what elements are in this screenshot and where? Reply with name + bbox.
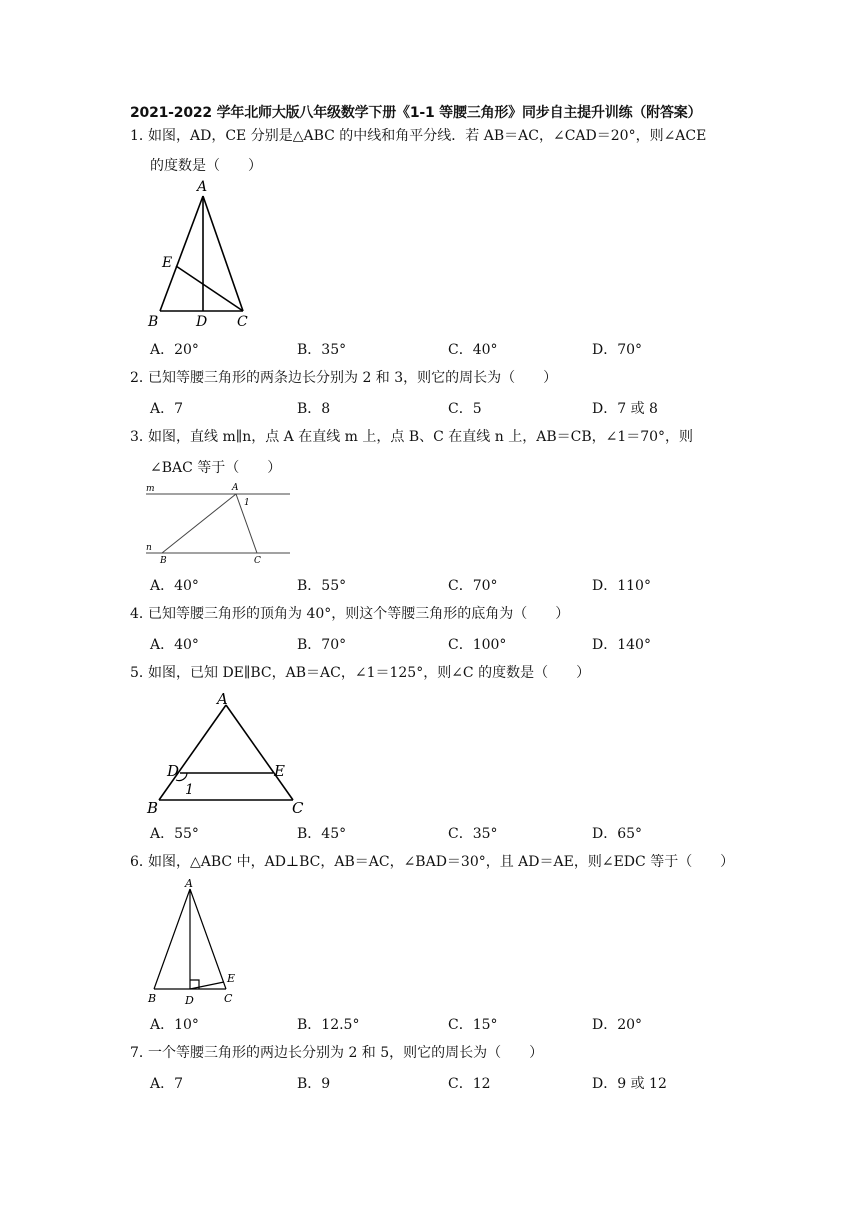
question-number: 2． bbox=[130, 370, 153, 386]
label-d: D bbox=[185, 994, 194, 1007]
question-1-figure bbox=[140, 176, 260, 331]
option-d[interactable]: D．65° bbox=[592, 826, 643, 842]
question-6 bbox=[130, 852, 734, 872]
option-d[interactable]: D．110° bbox=[592, 578, 651, 594]
question-1 bbox=[130, 126, 706, 146]
question-7 bbox=[130, 1043, 543, 1063]
option-b[interactable]: B．45° bbox=[297, 826, 347, 842]
question-text: 如图，直线 m∥n，点 A 在直线 m 上，点 B、C 在直线 n 上，AB＝CB，∠1＝70°，则 bbox=[148, 429, 694, 445]
question-text: 如图，AD，CE 分别是△ABC 的中线和角平分线．若 AB＝AC，∠CAD＝20°，则∠ACE bbox=[148, 128, 707, 144]
question-5-figure bbox=[140, 688, 320, 818]
option-a[interactable]: A．10° bbox=[150, 1017, 199, 1033]
option-a[interactable]: A．55° bbox=[150, 826, 199, 842]
label-e: E bbox=[162, 255, 173, 271]
question-5-options bbox=[150, 823, 750, 843]
option-b[interactable]: B．9 bbox=[297, 1076, 331, 1092]
option-c[interactable]: C．15° bbox=[448, 1017, 498, 1033]
label-b: B bbox=[147, 799, 159, 817]
label-1: 1 bbox=[185, 782, 194, 798]
option-c[interactable]: C．5 bbox=[448, 401, 482, 417]
question-number: 7． bbox=[130, 1045, 153, 1061]
question-7-options bbox=[150, 1073, 750, 1093]
option-a[interactable]: A．40° bbox=[150, 637, 199, 653]
option-b[interactable]: B．70° bbox=[297, 637, 347, 653]
label-e: E bbox=[227, 972, 236, 985]
label-b: B bbox=[148, 314, 159, 330]
option-a[interactable]: A．40° bbox=[150, 578, 199, 594]
option-d[interactable]: D．140° bbox=[592, 637, 651, 653]
option-a[interactable]: A．7 bbox=[150, 401, 184, 417]
label-c: C bbox=[254, 556, 261, 566]
option-c[interactable]: C．35° bbox=[448, 826, 498, 842]
option-b[interactable]: B．35° bbox=[297, 342, 347, 358]
question-3-options bbox=[150, 575, 750, 595]
option-c[interactable]: C．70° bbox=[448, 578, 498, 594]
label-a: A bbox=[185, 877, 193, 890]
question-3 bbox=[130, 427, 693, 447]
option-b[interactable]: B．55° bbox=[297, 578, 347, 594]
question-text: 已知等腰三角形的顶角为 40°，则这个等腰三角形的底角为（ ） bbox=[148, 606, 570, 622]
option-d[interactable]: D．20° bbox=[592, 1017, 643, 1033]
option-c[interactable]: C．12 bbox=[448, 1076, 491, 1092]
label-b: B bbox=[160, 556, 167, 566]
label-c: C bbox=[237, 314, 248, 330]
question-number: 4． bbox=[130, 606, 153, 622]
option-c[interactable]: C．40° bbox=[448, 342, 498, 358]
question-6-options bbox=[150, 1014, 750, 1034]
option-a[interactable]: A．20° bbox=[150, 342, 199, 358]
question-3-figure bbox=[140, 480, 300, 570]
question-5 bbox=[130, 663, 590, 683]
question-number: 1． bbox=[130, 128, 153, 144]
question-3-text-continued: ∠BAC 等于（ ） bbox=[150, 460, 282, 476]
option-d[interactable]: D．7 或 8 bbox=[592, 401, 658, 417]
question-number: 3． bbox=[130, 429, 153, 445]
question-4-options bbox=[150, 634, 750, 654]
option-d[interactable]: D．70° bbox=[592, 342, 643, 358]
question-text: 如图，△ABC 中，AD⊥BC，AB＝AC，∠BAD＝30°，且 AD＝AE，则∠EDC 等于（ ） bbox=[148, 854, 735, 870]
label-c: C bbox=[224, 992, 233, 1005]
option-d[interactable]: D．9 或 12 bbox=[592, 1076, 667, 1092]
option-a[interactable]: A．7 bbox=[150, 1076, 184, 1092]
option-b[interactable]: B．12.5° bbox=[297, 1017, 360, 1033]
page-title: 2021-2022 学年北师大版八年级数学下册《1-1 等腰三角形》同步自主提升训练（附答案） bbox=[130, 105, 702, 121]
label-a: A bbox=[197, 179, 208, 195]
question-4 bbox=[130, 604, 569, 624]
question-1-text-continued: 的度数是（ ） bbox=[150, 158, 262, 174]
question-text: 已知等腰三角形的两条边长分别为 2 和 3，则它的周长为（ ） bbox=[148, 370, 558, 386]
label-c: C bbox=[292, 799, 304, 817]
label-a: A bbox=[232, 483, 239, 493]
question-text: 如图，已知 DE∥BC，AB＝AC，∠1＝125°，则∠C 的度数是（ ） bbox=[148, 665, 591, 681]
label-1: 1 bbox=[244, 498, 250, 508]
label-b: B bbox=[148, 992, 157, 1005]
question-6-figure bbox=[140, 874, 250, 1009]
option-c[interactable]: C．100° bbox=[448, 637, 507, 653]
option-b[interactable]: B．8 bbox=[297, 401, 331, 417]
label-e: E bbox=[274, 762, 285, 780]
question-2 bbox=[130, 368, 557, 388]
question-number: 6． bbox=[130, 854, 153, 870]
question-number: 5． bbox=[130, 665, 153, 681]
question-1-options bbox=[150, 339, 750, 359]
label-d: D bbox=[196, 314, 208, 330]
label-d: D bbox=[167, 762, 180, 780]
label-a: A bbox=[217, 690, 228, 708]
label-n: n bbox=[146, 543, 152, 553]
question-text: 一个等腰三角形的两边长分别为 2 和 5，则它的周长为（ ） bbox=[148, 1045, 544, 1061]
question-2-options bbox=[150, 398, 750, 418]
label-m: m bbox=[146, 484, 155, 494]
